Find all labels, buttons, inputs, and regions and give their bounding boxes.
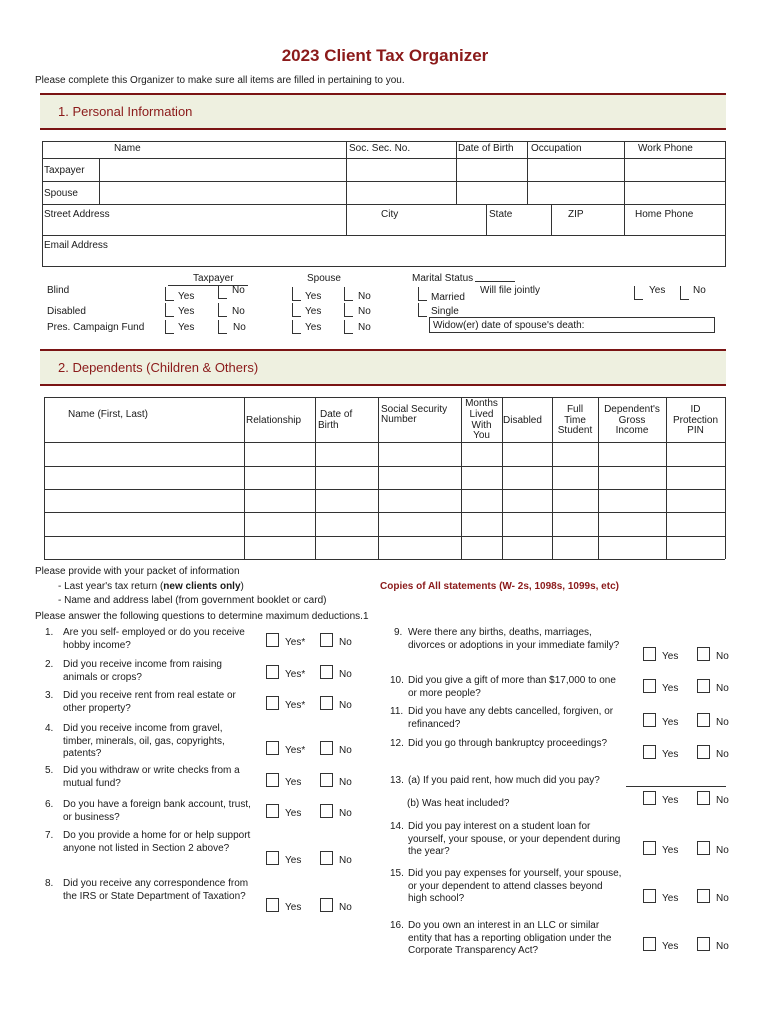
- question-text: (a) If you paid rent, how much did you pay?: [408, 775, 600, 786]
- taxpayer-disabled-no-checkbox[interactable]: [218, 303, 227, 317]
- yes-label: Yes: [178, 291, 195, 302]
- question-yes-checkbox[interactable]: [643, 841, 656, 855]
- single-checkbox[interactable]: [418, 303, 427, 317]
- no-label: No: [716, 651, 729, 662]
- no-label: No: [339, 855, 352, 866]
- question-number: 10.: [390, 675, 404, 686]
- will-file-no-checkbox[interactable]: [680, 286, 689, 300]
- question-yes-checkbox[interactable]: [266, 633, 279, 647]
- question-yes-checkbox[interactable]: [643, 791, 656, 805]
- question-number: 4.: [45, 723, 54, 734]
- no-label: No: [716, 683, 729, 694]
- label-blind: Blind: [47, 285, 70, 296]
- yes-label: Yes: [662, 795, 679, 806]
- header-occupation: Occupation: [531, 143, 582, 154]
- dep-header-income-1: Dependent's: [604, 404, 660, 415]
- no-label: No: [339, 902, 352, 913]
- packet-item-2: - Name and address label (from government booklet or card): [58, 595, 327, 606]
- packet-intro: Please provide with your packet of information: [35, 566, 240, 577]
- question-yes-checkbox[interactable]: [643, 713, 656, 727]
- dep-header-income-3: Income: [615, 425, 649, 436]
- dep-header-months-4: You: [473, 430, 490, 441]
- page-title: 2023 Client Tax Organizer: [281, 46, 489, 65]
- question-text: Do you have a foreign bank account, trust, or business?: [63, 799, 251, 823]
- no-label: No: [339, 669, 352, 680]
- yes-label: Yes: [662, 683, 679, 694]
- yes-label: Yes: [285, 902, 302, 913]
- question-text: Did you receive rent from real estate or other property?: [63, 690, 236, 714]
- row-zip: ZIP: [568, 209, 584, 220]
- yes-label: Yes: [662, 717, 679, 728]
- taxpayer-blind-no-checkbox[interactable]: [218, 285, 227, 299]
- single-label: Single: [431, 306, 459, 317]
- question-no-checkbox[interactable]: [697, 937, 710, 951]
- no-label: No: [232, 306, 245, 317]
- dep-header-student-1: Full: [566, 404, 584, 415]
- row-taxpayer: Taxpayer: [44, 165, 85, 176]
- question-no-checkbox[interactable]: [697, 713, 710, 727]
- dep-header-pin-2: Protection: [672, 415, 719, 426]
- question-number: 9.: [394, 627, 403, 638]
- spouse-disabled-no-checkbox[interactable]: [344, 303, 353, 317]
- question-no-checkbox[interactable]: [320, 804, 333, 818]
- no-label: No: [716, 795, 729, 806]
- row-city: City: [381, 209, 399, 220]
- yes-label: Yes: [662, 941, 679, 952]
- copies-note: Copies of All statements (W- 2s, 1098s, 1099s, etc): [380, 581, 619, 592]
- yes-label: Yes*: [285, 700, 306, 711]
- yes-label: Yes: [178, 306, 195, 317]
- question-yes-checkbox[interactable]: [266, 898, 279, 912]
- question-text: Did you receive income from gravel, timber, minerals, oil, gas, copyrights, patents?: [63, 723, 225, 760]
- dep-header-ssn-1: Social Security: [381, 404, 448, 415]
- section-1-title: 1. Personal Information: [58, 104, 193, 119]
- question-yes-checkbox[interactable]: [266, 804, 279, 818]
- dep-header-months-2: Lived: [469, 409, 494, 420]
- spouse-campaign-no-checkbox[interactable]: [344, 320, 353, 334]
- no-label: No: [716, 717, 729, 728]
- question-number: 5.: [45, 765, 54, 776]
- dep-header-disabled: Disabled: [503, 415, 542, 426]
- no-label: No: [358, 306, 371, 317]
- question-number: 7.: [45, 830, 54, 841]
- question-text: (b) Was heat included?: [407, 798, 510, 809]
- dep-header-relationship: Relationship: [246, 415, 302, 426]
- no-label: No: [339, 808, 352, 819]
- marital-head: Marital Status: [412, 273, 474, 284]
- no-label: No: [232, 285, 245, 296]
- dep-header-student-2: Time: [564, 415, 586, 426]
- will-file-yes-checkbox[interactable]: [634, 286, 643, 300]
- no-label: No: [339, 637, 352, 648]
- no-label: No: [358, 322, 371, 333]
- taxpayer-blind-yes-checkbox[interactable]: [165, 287, 174, 301]
- dep-header-months-3: With: [471, 420, 492, 431]
- question-no-checkbox[interactable]: [320, 898, 333, 912]
- yes-label: Yes: [305, 322, 322, 333]
- dep-header-name: Name (First, Last): [68, 409, 149, 420]
- question-no-checkbox[interactable]: [320, 773, 333, 787]
- dep-header-dob-1: Date of: [320, 409, 353, 420]
- married-label: Married: [431, 292, 465, 303]
- question-yes-checkbox[interactable]: [266, 851, 279, 865]
- packet-item-1: - Last year's tax return (new clients only): [58, 581, 244, 592]
- dep-header-student-3: Student: [557, 425, 593, 436]
- question-yes-checkbox[interactable]: [266, 773, 279, 787]
- yes-label: Yes: [285, 855, 302, 866]
- yes-label: Yes: [285, 808, 302, 819]
- question-no-checkbox[interactable]: [697, 841, 710, 855]
- question-yes-checkbox[interactable]: [266, 665, 279, 679]
- rent-amount-field[interactable]: [626, 786, 726, 787]
- spouse-blind-no-checkbox[interactable]: [344, 287, 353, 301]
- taxpayer-campaign-no-checkbox[interactable]: [218, 320, 227, 334]
- yes-label: Yes: [662, 651, 679, 662]
- no-label: No: [339, 700, 352, 711]
- married-checkbox[interactable]: [418, 287, 427, 301]
- question-yes-checkbox[interactable]: [643, 745, 656, 759]
- no-label: No: [716, 749, 729, 760]
- question-number: 6.: [45, 799, 54, 810]
- question-yes-checkbox[interactable]: [266, 696, 279, 710]
- label-campaign: Pres. Campaign Fund: [47, 322, 145, 333]
- question-no-checkbox[interactable]: [320, 696, 333, 710]
- question-no-checkbox[interactable]: [697, 889, 710, 903]
- question-text: Did you receive any correspondence from the IRS or State Department of Taxation?: [63, 878, 249, 902]
- question-yes-checkbox[interactable]: [266, 741, 279, 755]
- dep-header-pin-1: ID: [690, 404, 701, 415]
- question-number: 1.: [45, 627, 54, 638]
- taxpayer-disabled-yes-checkbox[interactable]: [165, 303, 174, 317]
- spouse-blind-yes-checkbox[interactable]: [292, 287, 301, 301]
- header-work-phone: Work Phone: [638, 143, 693, 154]
- question-text: Did you pay expenses for yourself, your spouse, or your dependent to attend classes beyond high school?: [408, 868, 622, 905]
- dep-header-pin-3: PIN: [687, 425, 704, 436]
- row-spouse: Spouse: [44, 188, 78, 199]
- question-number: 8.: [45, 878, 54, 889]
- question-text: Do you provide a home for or help support anyone not listed in Section 2 above?: [63, 830, 251, 854]
- question-number: 16.: [390, 920, 404, 931]
- question-no-checkbox[interactable]: [697, 745, 710, 759]
- question-text: Do you own an interest in an LLC or similar entity that has a reporting obligation under the Corporate Transparency Act?: [408, 920, 612, 957]
- row-state: State: [489, 209, 513, 220]
- section-2-title: 2. Dependents (Children & Others): [58, 360, 259, 375]
- intro-text: Please complete this Organizer to make sure all items are filled in pertaining to you.: [35, 75, 405, 86]
- question-yes-checkbox[interactable]: [643, 889, 656, 903]
- question-number: 12.: [390, 738, 404, 749]
- question-number: 2.: [45, 659, 54, 670]
- yes-label: Yes: [662, 845, 679, 856]
- question-text: Did you go through bankruptcy proceedings?: [408, 738, 608, 749]
- question-number: 11.: [390, 706, 404, 717]
- dep-header-ssn-2: Number: [381, 414, 417, 425]
- no-label: No: [233, 322, 246, 333]
- question-number: 3.: [45, 690, 54, 701]
- yes-label: Yes: [662, 893, 679, 904]
- dep-header-dob-2: Birth: [318, 420, 339, 431]
- header-name: Name: [114, 143, 141, 154]
- question-text: Did you have any debts cancelled, forgiven, or refinanced?: [408, 706, 614, 730]
- dep-header-income-2: Gross: [618, 415, 646, 426]
- no-label: No: [716, 845, 729, 856]
- widow-label: Widow(er) date of spouse's death:: [433, 320, 585, 331]
- section-1-header: [40, 93, 726, 130]
- spouse-head: Spouse: [307, 273, 341, 284]
- question-text: Were there any births, deaths, marriages, divorces or adoptions in your immediate family?: [408, 627, 620, 651]
- question-yes-checkbox[interactable]: [643, 647, 656, 661]
- question-text: Did you receive income from raising animals or crops?: [63, 659, 222, 683]
- question-no-checkbox[interactable]: [320, 633, 333, 647]
- row-home-phone: Home Phone: [635, 209, 694, 220]
- yes-label: Yes: [305, 291, 322, 302]
- taxpayer-campaign-yes-checkbox[interactable]: [165, 320, 174, 334]
- no-label: No: [693, 285, 706, 296]
- answer-instructions: Please answer the following questions to determine maximum deductions.1: [35, 611, 369, 622]
- section-2-header: [40, 349, 726, 386]
- question-text: Did you give a gift of more than $17,000 to one or more people?: [408, 675, 616, 699]
- question-no-checkbox[interactable]: [320, 851, 333, 865]
- header-ssn: Soc. Sec. No.: [349, 143, 411, 154]
- question-text: Are you self- employed or do you receive hobby income?: [63, 627, 245, 651]
- no-label: No: [339, 777, 352, 788]
- question-number: 14.: [390, 821, 404, 832]
- question-no-checkbox[interactable]: [697, 791, 710, 805]
- dep-header-months-1: Months: [465, 398, 498, 409]
- no-label: No: [339, 745, 352, 756]
- no-label: No: [716, 893, 729, 904]
- yes-label: Yes: [285, 777, 302, 788]
- yes-label: Yes: [178, 322, 195, 333]
- will-file-jointly-label: Will file jointly: [480, 285, 541, 296]
- question-text: Did you pay interest on a student loan for yourself, your spouse, or your dependent during the year?: [408, 821, 621, 858]
- question-text: Did you withdraw or write checks from a mutual fund?: [63, 765, 240, 789]
- question-no-checkbox[interactable]: [320, 741, 333, 755]
- no-label: No: [358, 291, 371, 302]
- header-dob: Date of Birth: [458, 143, 514, 154]
- question-no-checkbox[interactable]: [320, 665, 333, 679]
- no-label: No: [716, 941, 729, 952]
- question-number: 13.: [390, 775, 404, 786]
- row-email: Email Address: [44, 240, 108, 251]
- question-no-checkbox[interactable]: [697, 679, 710, 693]
- yes-label: Yes*: [285, 745, 306, 756]
- question-yes-checkbox[interactable]: [643, 679, 656, 693]
- label-disabled: Disabled: [47, 306, 86, 317]
- spouse-disabled-yes-checkbox[interactable]: [292, 303, 301, 317]
- question-no-checkbox[interactable]: [697, 647, 710, 661]
- yes-label: Yes*: [285, 637, 306, 648]
- row-street: Street Address: [44, 209, 110, 220]
- question-number: 15.: [390, 868, 404, 879]
- yes-label: Yes: [649, 285, 666, 296]
- yes-label: Yes: [305, 306, 322, 317]
- question-yes-checkbox[interactable]: [643, 937, 656, 951]
- spouse-campaign-yes-checkbox[interactable]: [292, 320, 301, 334]
- yes-label: Yes: [662, 749, 679, 760]
- taxpayer-head: Taxpayer: [193, 273, 234, 284]
- yes-label: Yes*: [285, 669, 306, 680]
